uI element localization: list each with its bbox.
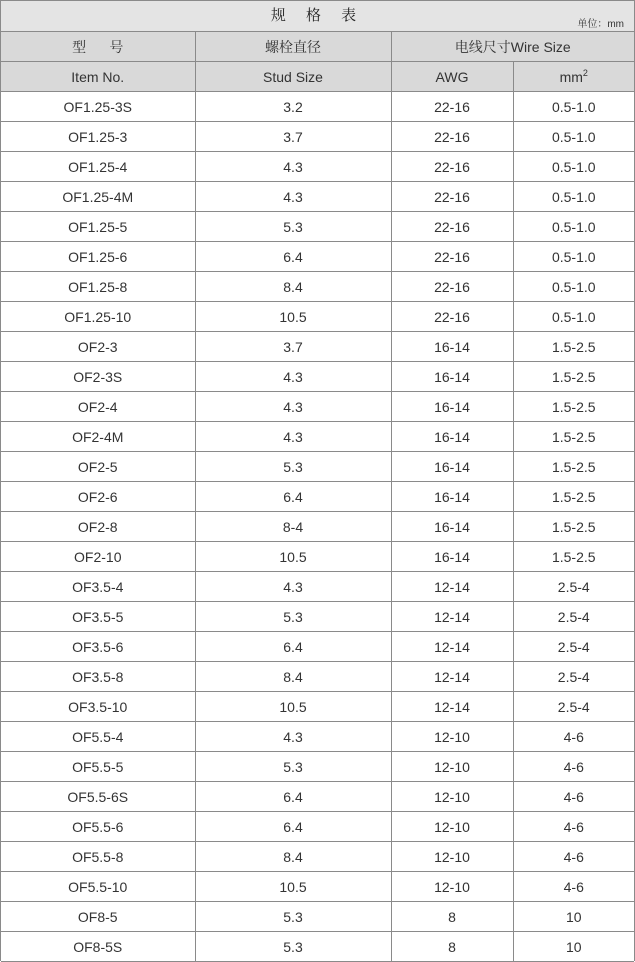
mm2-cell: 0.5-1.0	[513, 302, 634, 332]
table-row	[1, 842, 634, 872]
mm2-cell: 1.5-2.5	[513, 452, 634, 482]
awg-cell: 22-16	[391, 122, 513, 152]
awg-cell: 12-14	[391, 572, 513, 602]
awg-cell: 16-14	[391, 452, 513, 482]
awg-cell: 12-10	[391, 782, 513, 812]
unit-label: 单位：mm	[577, 19, 624, 30]
table-row	[1, 482, 634, 512]
awg-cell: 12-10	[391, 722, 513, 752]
awg-cell: 16-14	[391, 482, 513, 512]
table-row	[1, 932, 634, 962]
stud-size-cell: 5.3	[195, 602, 391, 632]
mm2-cell: 0.5-1.0	[513, 152, 634, 182]
mm2-cell: 1.5-2.5	[513, 362, 634, 392]
table-row	[1, 332, 634, 362]
item-no-cell: OF3.5-10	[1, 692, 195, 722]
item-no-cell: OF5.5-5	[1, 752, 195, 782]
header-awg: AWG	[391, 62, 513, 92]
stud-size-cell: 4.3	[195, 392, 391, 422]
mm2-cell: 1.5-2.5	[513, 542, 634, 572]
item-no-cell: OF3.5-8	[1, 662, 195, 692]
awg-cell: 16-14	[391, 542, 513, 572]
mm2-cell: 10	[513, 902, 634, 932]
table-row	[1, 722, 634, 752]
stud-size-cell: 8.4	[195, 842, 391, 872]
item-no-cell: OF1.25-8	[1, 272, 195, 302]
item-no-cell: OF1.25-6	[1, 242, 195, 272]
mm2-cell: 1.5-2.5	[513, 422, 634, 452]
stud-size-cell: 6.4	[195, 632, 391, 662]
table-row	[1, 212, 634, 242]
awg-cell: 22-16	[391, 212, 513, 242]
mm2-cell: 4-6	[513, 782, 634, 812]
mm2-cell: 2.5-4	[513, 602, 634, 632]
stud-size-cell: 3.7	[195, 122, 391, 152]
header-item-no: Item No.	[1, 62, 195, 92]
stud-size-cell: 8-4	[195, 512, 391, 542]
header-mm2	[513, 62, 634, 92]
item-no-cell: OF2-6	[1, 482, 195, 512]
stud-size-cell: 5.3	[195, 452, 391, 482]
mm2-cell: 0.5-1.0	[513, 212, 634, 242]
awg-cell: 12-10	[391, 872, 513, 902]
stud-size-cell: 6.4	[195, 482, 391, 512]
item-no-cell: OF8-5S	[1, 932, 195, 962]
awg-cell: 16-14	[391, 512, 513, 542]
table-row	[1, 512, 634, 542]
header-stud-size: Stud Size	[195, 62, 391, 92]
mm2-cell: 0.5-1.0	[513, 272, 634, 302]
spec-table	[1, 32, 634, 962]
mm2-cell: 1.5-2.5	[513, 392, 634, 422]
title-bar	[1, 1, 634, 32]
awg-cell: 22-16	[391, 92, 513, 122]
header-wire-size: 电线尺寸Wire Size	[391, 32, 634, 62]
stud-size-cell: 3.7	[195, 332, 391, 362]
stud-size-cell: 10.5	[195, 872, 391, 902]
stud-size-cell: 8.4	[195, 272, 391, 302]
table-row	[1, 872, 634, 902]
stud-size-cell: 5.3	[195, 212, 391, 242]
table-row	[1, 242, 634, 272]
header-row-cn	[1, 32, 634, 62]
table-row	[1, 752, 634, 782]
table-row	[1, 632, 634, 662]
item-no-cell: OF2-10	[1, 542, 195, 572]
stud-size-cell: 4.3	[195, 152, 391, 182]
item-no-cell: OF1.25-4	[1, 152, 195, 182]
table-row	[1, 542, 634, 572]
table-row	[1, 392, 634, 422]
item-no-cell: OF8-5	[1, 902, 195, 932]
stud-size-cell: 10.5	[195, 692, 391, 722]
header-model: 型 号	[1, 32, 195, 62]
mm2-cell: 4-6	[513, 752, 634, 782]
mm2-cell: 4-6	[513, 722, 634, 752]
table-row	[1, 662, 634, 692]
awg-cell: 12-14	[391, 602, 513, 632]
item-no-cell: OF1.25-3	[1, 122, 195, 152]
awg-cell: 12-10	[391, 812, 513, 842]
item-no-cell: OF5.5-10	[1, 872, 195, 902]
stud-size-cell: 10.5	[195, 302, 391, 332]
table-row	[1, 302, 634, 332]
item-no-cell: OF1.25-5	[1, 212, 195, 242]
item-no-cell: OF2-3S	[1, 362, 195, 392]
stud-size-cell: 4.3	[195, 422, 391, 452]
stud-size-cell: 5.3	[195, 902, 391, 932]
item-no-cell: OF1.25-3S	[1, 92, 195, 122]
item-no-cell: OF5.5-6S	[1, 782, 195, 812]
mm2-cell: 0.5-1.0	[513, 182, 634, 212]
awg-cell: 12-10	[391, 842, 513, 872]
item-no-cell: OF2-3	[1, 332, 195, 362]
header-row-en	[1, 62, 634, 92]
mm2-cell: 4-6	[513, 872, 634, 902]
item-no-cell: OF5.5-8	[1, 842, 195, 872]
awg-cell: 12-14	[391, 692, 513, 722]
awg-cell: 16-14	[391, 332, 513, 362]
header-stud-diameter: 螺栓直径	[195, 32, 391, 62]
awg-cell: 22-16	[391, 302, 513, 332]
stud-size-cell: 5.3	[195, 752, 391, 782]
awg-cell: 8	[391, 902, 513, 932]
mm2-cell: 0.5-1.0	[513, 242, 634, 272]
awg-cell: 22-16	[391, 182, 513, 212]
item-no-cell: OF5.5-4	[1, 722, 195, 752]
stud-size-cell: 6.4	[195, 812, 391, 842]
mm2-cell: 0.5-1.0	[513, 92, 634, 122]
mm2-cell: 1.5-2.5	[513, 482, 634, 512]
table-row	[1, 572, 634, 602]
table-row	[1, 362, 634, 392]
mm2-cell: 2.5-4	[513, 632, 634, 662]
stud-size-cell: 4.3	[195, 572, 391, 602]
item-no-cell: OF3.5-4	[1, 572, 195, 602]
item-no-cell: OF1.25-4M	[1, 182, 195, 212]
table-row	[1, 92, 634, 122]
table-row	[1, 182, 634, 212]
table-body	[1, 92, 634, 962]
awg-cell: 12-14	[391, 632, 513, 662]
mm2-cell: 1.5-2.5	[513, 332, 634, 362]
stud-size-cell: 4.3	[195, 182, 391, 212]
table-title: 规 格 表	[270, 7, 365, 24]
awg-cell: 12-14	[391, 662, 513, 692]
table-row	[1, 902, 634, 932]
awg-cell: 16-14	[391, 362, 513, 392]
table-row	[1, 812, 634, 842]
table-row	[1, 602, 634, 632]
stud-size-cell: 4.3	[195, 722, 391, 752]
mm2-cell: 10	[513, 932, 634, 962]
table-row	[1, 152, 634, 182]
stud-size-cell: 10.5	[195, 542, 391, 572]
item-no-cell: OF5.5-6	[1, 812, 195, 842]
table-row	[1, 452, 634, 482]
stud-size-cell: 8.4	[195, 662, 391, 692]
awg-cell: 22-16	[391, 272, 513, 302]
mm2-cell: 2.5-4	[513, 692, 634, 722]
mm2-cell: 2.5-4	[513, 572, 634, 602]
mm2-cell: 2.5-4	[513, 662, 634, 692]
table-row	[1, 692, 634, 722]
table-row	[1, 272, 634, 302]
item-no-cell: OF2-8	[1, 512, 195, 542]
table-row	[1, 422, 634, 452]
awg-cell: 16-14	[391, 392, 513, 422]
header-mm-text: mm	[559, 68, 583, 85]
item-no-cell: OF1.25-10	[1, 302, 195, 332]
item-no-cell: OF2-5	[1, 452, 195, 482]
stud-size-cell: 3.2	[195, 92, 391, 122]
item-no-cell: OF2-4M	[1, 422, 195, 452]
awg-cell: 8	[391, 932, 513, 962]
item-no-cell: OF3.5-5	[1, 602, 195, 632]
mm2-cell: 4-6	[513, 842, 634, 872]
mm2-cell: 0.5-1.0	[513, 122, 634, 152]
awg-cell: 22-16	[391, 152, 513, 182]
mm2-cell: 4-6	[513, 812, 634, 842]
table-row	[1, 782, 634, 812]
item-no-cell: OF3.5-6	[1, 632, 195, 662]
awg-cell: 22-16	[391, 242, 513, 272]
stud-size-cell: 6.4	[195, 242, 391, 272]
awg-cell: 16-14	[391, 422, 513, 452]
item-no-cell: OF2-4	[1, 392, 195, 422]
table-row	[1, 122, 634, 152]
stud-size-cell: 4.3	[195, 362, 391, 392]
mm2-cell: 1.5-2.5	[513, 512, 634, 542]
header-mm-superscript: 2	[582, 67, 588, 78]
stud-size-cell: 6.4	[195, 782, 391, 812]
stud-size-cell: 5.3	[195, 932, 391, 962]
awg-cell: 12-10	[391, 752, 513, 782]
